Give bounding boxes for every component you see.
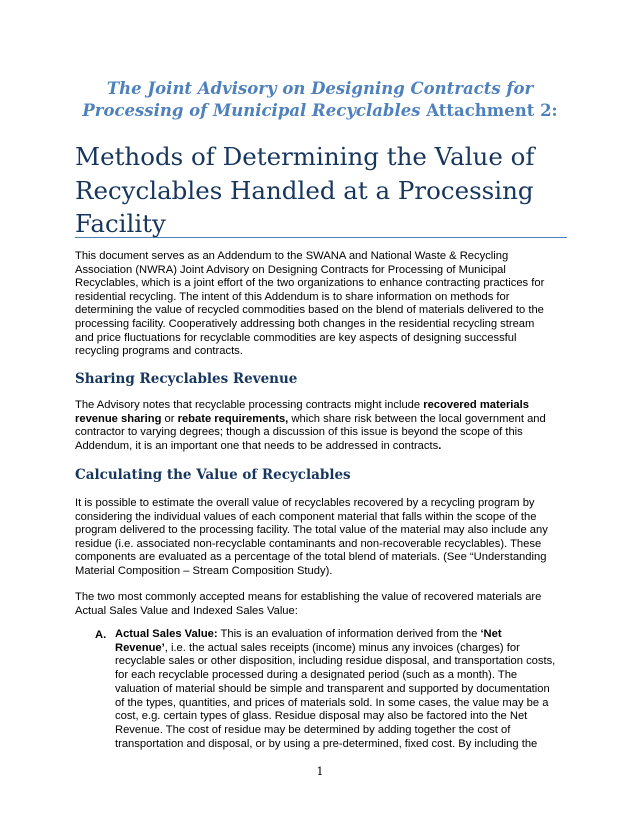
- page-title-line: Methods of Determining the Value of: [75, 142, 535, 171]
- section-heading-calculating-value: Calculating the Value of Recyclables: [75, 467, 351, 483]
- section-heading-sharing-revenue: Sharing Recyclables Revenue: [75, 371, 298, 387]
- page-title-line: Recyclables Handled at a Processing: [75, 175, 534, 205]
- list-item-marker: A.: [95, 629, 107, 641]
- sharing-revenue-paragraph: The Advisory notes that recyclable processing contracts might include recovered materials revenue sharing or rebate requirements, which share risk between the local government and contractor to varying degrees; though a discussion of this issue is beyond the scope of this Addendum, it is an important one that needs to be addressed in contracts.: [75, 399, 546, 452]
- calculating-value-paragraph-2: The two most commonly accepted means for establishing the value of recovered materials are Actual Sales Value and Indexed Sales Value:: [75, 591, 542, 617]
- page-title-line: Facility: [75, 209, 166, 238]
- header-title-line-2: Processing of Municipal Recyclables Attachment 2:: [82, 101, 558, 120]
- intro-paragraph: This document serves as an Addendum to the SWANA and National Waste & Recycling Association (NWRA) Joint Advisory on Designing Contracts for Processing of Municipal Recyclables, which is a joint effort of the two organizations to enhance contracting practices for residential recycling. The intent of this Addendum is to share information on methods for determining the value of recycled commodities based on the blend of materials delivered to the processing facility. Cooperatively addressing both changes in the residential recycling stream and price fluctuations for recyclable commodities are key aspects of designing successful recycling programs and contracts.: [75, 250, 545, 358]
- page-title: [75, 140, 575, 241]
- list-item-actual-sales-value: Actual Sales Value: This is an evaluation of information derived from the ‘Net Revenue’, i.e. the actual sales receipts (income) minus any invoices (charges) for recyclable sales or other disposition, including residue disposal, and transportation costs, for each recyclable processed during a designated period (such as a month). The valuation of material should be simple and transparent and supported by documentation of the types, quantities, and prices of materials sold. In some cases, the value may be a cost, e.g. certain types of glass. Residue disposal may also be factored into the Net Revenue. The cost of residue may be determined by adding together the cost of transportation and disposal, or by using a pre-determined, fixed cost. By including the: [115, 628, 556, 750]
- page-number: 1: [316, 765, 324, 778]
- header-title-line-1: The Joint Advisory on Designing Contracts for: [106, 79, 534, 98]
- title-divider: [75, 237, 567, 238]
- calculating-value-paragraph-1: It is possible to estimate the overall value of recyclables recovered by a recycling program by considering the individual values of each component material that falls within the scope of the program delivered to the processing facility. The total value of the material may also include any residue (i.e. associated non-recyclable contaminants and non-recoverable recyclables). These components are evaluated as a percentage of the total blend of materials. (See “Understanding Material Composition – Stream Composition Study).: [75, 497, 548, 577]
